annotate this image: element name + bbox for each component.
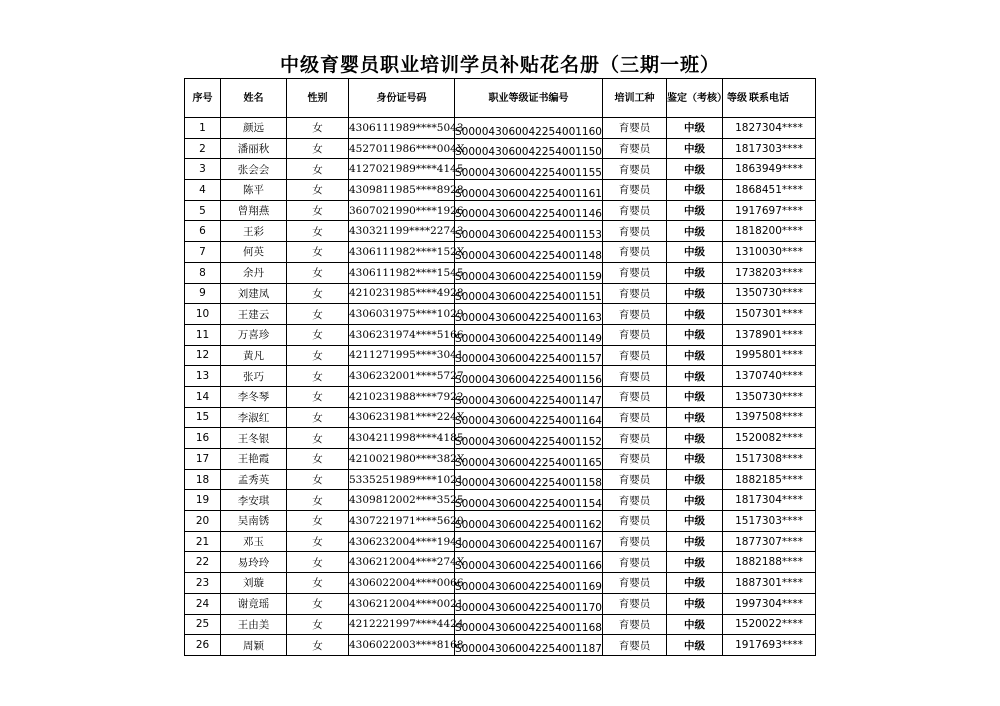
cell-trade: 育婴员 [603, 511, 667, 532]
cell-trade: 育婴员 [603, 159, 667, 180]
table-row [185, 159, 816, 180]
cell-no: 2 [185, 138, 221, 159]
table-row [185, 262, 816, 283]
cell-phone: 1817304**** [723, 490, 816, 511]
cell-level: 中级 [667, 552, 723, 573]
cell-no: 25 [185, 614, 221, 635]
cell-gender: 女 [287, 614, 349, 635]
cell-cert-number: S000043060042254001168 [455, 614, 603, 635]
cell-name: 颜远 [221, 118, 287, 139]
cell-no: 11 [185, 324, 221, 345]
cell-level: 中级 [667, 407, 723, 428]
cell-name: 王艳霞 [221, 449, 287, 470]
cell-level: 中级 [667, 573, 723, 594]
cell-name: 黄凡 [221, 345, 287, 366]
cell-level: 中级 [667, 490, 723, 511]
cell-name: 王由美 [221, 614, 287, 635]
cell-trade: 育婴员 [603, 614, 667, 635]
cell-id-number: 4212221997****4424 [349, 614, 455, 635]
cell-name: 曾翔燕 [221, 200, 287, 221]
cell-trade: 育婴员 [603, 283, 667, 304]
cell-trade: 育婴员 [603, 324, 667, 345]
cell-gender: 女 [287, 511, 349, 532]
cell-cert-number: S000043060042254001151 [455, 283, 603, 304]
cell-cert-number: S000043060042254001156 [455, 366, 603, 387]
cell-phone: 1378901**** [723, 324, 816, 345]
cell-trade: 育婴员 [603, 386, 667, 407]
cell-name: 张会会 [221, 159, 287, 180]
cell-level: 中级 [667, 469, 723, 490]
cell-id-number: 4306232001****5727 [349, 366, 455, 387]
cell-cert-number: S000043060042254001146 [455, 200, 603, 221]
header-cell-no: 序号 [185, 79, 221, 118]
cell-id-number: 4306231981****224X [349, 407, 455, 428]
header-cell-id: 身份证号码 [349, 79, 455, 118]
cell-cert-number: S000043060042254001148 [455, 242, 603, 263]
header-cell-phone: 联系电话 [723, 79, 816, 118]
cell-phone: 1738203**** [723, 262, 816, 283]
cell-gender: 女 [287, 449, 349, 470]
cell-name: 刘璇 [221, 573, 287, 594]
cell-phone: 1877307**** [723, 531, 816, 552]
cell-cert-number: S000043060042254001153 [455, 221, 603, 242]
cell-name: 周颖 [221, 635, 287, 656]
cell-phone: 1917697**** [723, 200, 816, 221]
cell-gender: 女 [287, 283, 349, 304]
cell-phone: 1517308**** [723, 449, 816, 470]
cell-no: 10 [185, 304, 221, 325]
cell-trade: 育婴员 [603, 118, 667, 139]
cell-no: 4 [185, 180, 221, 201]
cell-name: 李淑红 [221, 407, 287, 428]
table-row [185, 573, 816, 594]
cell-id-number: 4309812002****3525 [349, 490, 455, 511]
cell-no: 16 [185, 428, 221, 449]
cell-gender: 女 [287, 531, 349, 552]
table-row [185, 428, 816, 449]
cell-cert-number: S000043060042254001150 [455, 138, 603, 159]
cell-id-number: 4210231985****4928 [349, 283, 455, 304]
cell-phone: 1863949**** [723, 159, 816, 180]
cell-no: 6 [185, 221, 221, 242]
cell-phone: 1818200**** [723, 221, 816, 242]
cell-level: 中级 [667, 449, 723, 470]
table-row [185, 449, 816, 470]
cell-id-number: 4306031975****1029 [349, 304, 455, 325]
cell-gender: 女 [287, 180, 349, 201]
cell-phone: 1350730**** [723, 386, 816, 407]
table-row [185, 180, 816, 201]
cell-no: 21 [185, 531, 221, 552]
cell-trade: 育婴员 [603, 304, 667, 325]
table-row [185, 283, 816, 304]
header-row [185, 79, 816, 118]
cell-name: 吴南锈 [221, 511, 287, 532]
cell-phone: 1995801**** [723, 345, 816, 366]
cell-id-number: 4306111982****1545 [349, 262, 455, 283]
cell-id-number: 4306111989****5043 [349, 118, 455, 139]
cell-trade: 育婴员 [603, 138, 667, 159]
cell-level: 中级 [667, 593, 723, 614]
cell-trade: 育婴员 [603, 490, 667, 511]
page-title: 中级育婴员职业培训学员补贴花名册（三期一班） [279, 54, 720, 76]
cell-level: 中级 [667, 428, 723, 449]
cell-gender: 女 [287, 345, 349, 366]
table-row [185, 552, 816, 573]
cell-trade: 育婴员 [603, 469, 667, 490]
cell-level: 中级 [667, 262, 723, 283]
cell-cert-number: S000043060042254001162 [455, 511, 603, 532]
cell-name: 潘丽秋 [221, 138, 287, 159]
cell-trade: 育婴员 [603, 635, 667, 656]
cell-no: 22 [185, 552, 221, 573]
cell-phone: 1882188**** [723, 552, 816, 573]
cell-phone: 1827304**** [723, 118, 816, 139]
cell-level: 中级 [667, 635, 723, 656]
cell-level: 中级 [667, 614, 723, 635]
table-row [185, 138, 816, 159]
cell-phone: 1397508**** [723, 407, 816, 428]
cell-no: 8 [185, 262, 221, 283]
cell-level: 中级 [667, 200, 723, 221]
cell-cert-number: S000043060042254001161 [455, 180, 603, 201]
cell-trade: 育婴员 [603, 593, 667, 614]
header-cell-level: 鉴定（考核）等级 [667, 79, 723, 118]
cell-level: 中级 [667, 283, 723, 304]
cell-level: 中级 [667, 118, 723, 139]
cell-gender: 女 [287, 407, 349, 428]
cell-no: 24 [185, 593, 221, 614]
cell-id-number: 4306111982****152X [349, 242, 455, 263]
cell-phone: 1350730**** [723, 283, 816, 304]
cell-no: 19 [185, 490, 221, 511]
cell-trade: 育婴员 [603, 428, 667, 449]
cell-no: 1 [185, 118, 221, 139]
cell-phone: 1520022**** [723, 614, 816, 635]
table-row [185, 490, 816, 511]
cell-trade: 育婴员 [603, 345, 667, 366]
header-cell-cert: 职业等级证书编号 [455, 79, 603, 118]
cell-id-number: 4210021980****382X [349, 449, 455, 470]
cell-level: 中级 [667, 138, 723, 159]
cell-gender: 女 [287, 593, 349, 614]
cell-phone: 1817303**** [723, 138, 816, 159]
cell-id-number: 4211271995****3041 [349, 345, 455, 366]
cell-gender: 女 [287, 304, 349, 325]
cell-no: 18 [185, 469, 221, 490]
cell-no: 7 [185, 242, 221, 263]
header-cell-trade: 培训工种 [603, 79, 667, 118]
cell-phone: 1882185**** [723, 469, 816, 490]
table-row [185, 531, 816, 552]
cell-trade: 育婴员 [603, 449, 667, 470]
cell-level: 中级 [667, 180, 723, 201]
cell-cert-number: S000043060042254001149 [455, 324, 603, 345]
cell-trade: 育婴员 [603, 262, 667, 283]
table-row [185, 511, 816, 532]
cell-name: 王建云 [221, 304, 287, 325]
cell-gender: 女 [287, 221, 349, 242]
cell-no: 13 [185, 366, 221, 387]
cell-id-number: 4307221971****5620 [349, 511, 455, 532]
cell-trade: 育婴员 [603, 221, 667, 242]
cell-name: 万喜珍 [221, 324, 287, 345]
cell-cert-number: S000043060042254001160 [455, 118, 603, 139]
cell-phone: 1997304**** [723, 593, 816, 614]
cell-phone: 1868451**** [723, 180, 816, 201]
cell-phone: 1370740**** [723, 366, 816, 387]
cell-name: 易玲玲 [221, 552, 287, 573]
cell-gender: 女 [287, 200, 349, 221]
cell-id-number: 4306232004****1941 [349, 531, 455, 552]
table-row [185, 200, 816, 221]
roster-body [185, 118, 816, 656]
table-row [185, 345, 816, 366]
cell-cert-number: S000043060042254001170 [455, 593, 603, 614]
table-row [185, 366, 816, 387]
cell-gender: 女 [287, 469, 349, 490]
cell-cert-number: S000043060042254001163 [455, 304, 603, 325]
cell-name: 何英 [221, 242, 287, 263]
cell-id-number: 4306231974****5166 [349, 324, 455, 345]
cell-cert-number: S000043060042254001158 [455, 469, 603, 490]
cell-gender: 女 [287, 159, 349, 180]
cell-level: 中级 [667, 366, 723, 387]
cell-phone: 1517303**** [723, 511, 816, 532]
cell-cert-number: S000043060042254001165 [455, 449, 603, 470]
cell-gender: 女 [287, 138, 349, 159]
cell-level: 中级 [667, 531, 723, 552]
cell-no: 23 [185, 573, 221, 594]
cell-name: 李安琪 [221, 490, 287, 511]
cell-cert-number: S000043060042254001155 [455, 159, 603, 180]
table-row [185, 635, 816, 656]
cell-level: 中级 [667, 386, 723, 407]
cell-level: 中级 [667, 324, 723, 345]
table-row [185, 118, 816, 139]
cell-gender: 女 [287, 324, 349, 345]
cell-trade: 育婴员 [603, 200, 667, 221]
cell-cert-number: S000043060042254001154 [455, 490, 603, 511]
cell-phone: 1887301**** [723, 573, 816, 594]
cell-cert-number: S000043060042254001167 [455, 531, 603, 552]
cell-no: 14 [185, 386, 221, 407]
cell-name: 孟秀英 [221, 469, 287, 490]
cell-name: 余丹 [221, 262, 287, 283]
cell-no: 5 [185, 200, 221, 221]
cell-id-number: 4306212004****274X [349, 552, 455, 573]
table-row [185, 469, 816, 490]
table-row [185, 324, 816, 345]
cell-name: 王彩 [221, 221, 287, 242]
cell-id-number: 4304211998****4185 [349, 428, 455, 449]
cell-phone: 1310030**** [723, 242, 816, 263]
cell-trade: 育婴员 [603, 180, 667, 201]
cell-cert-number: S000043060042254001166 [455, 552, 603, 573]
cell-gender: 女 [287, 262, 349, 283]
header-cell-gender: 性别 [287, 79, 349, 118]
cell-gender: 女 [287, 635, 349, 656]
cell-gender: 女 [287, 366, 349, 387]
cell-trade: 育婴员 [603, 366, 667, 387]
cell-trade: 育婴员 [603, 531, 667, 552]
cell-gender: 女 [287, 242, 349, 263]
cell-phone: 1507301**** [723, 304, 816, 325]
cell-id-number: 4527011986****004X [349, 138, 455, 159]
cell-cert-number: S000043060042254001152 [455, 428, 603, 449]
cell-gender: 女 [287, 490, 349, 511]
cell-no: 3 [185, 159, 221, 180]
cell-level: 中级 [667, 511, 723, 532]
cell-name: 谢竟瑶 [221, 593, 287, 614]
cell-name: 陈平 [221, 180, 287, 201]
cell-cert-number: S000043060042254001157 [455, 345, 603, 366]
cell-no: 9 [185, 283, 221, 304]
cell-id-number: 3607021990****1926 [349, 200, 455, 221]
cell-id-number: 4309811985****8928 [349, 180, 455, 201]
cell-id-number: 4306022003****8168 [349, 635, 455, 656]
cell-name: 邓玉 [221, 531, 287, 552]
cell-id-number: 4306022004****0066 [349, 573, 455, 594]
cell-cert-number: S000043060042254001147 [455, 386, 603, 407]
cell-level: 中级 [667, 159, 723, 180]
cell-no: 17 [185, 449, 221, 470]
cell-level: 中级 [667, 221, 723, 242]
cell-level: 中级 [667, 242, 723, 263]
table-row [185, 242, 816, 263]
cell-name: 李冬琴 [221, 386, 287, 407]
cell-id-number: 4127021989****4145 [349, 159, 455, 180]
cell-cert-number: S000043060042254001164 [455, 407, 603, 428]
table-row [185, 593, 816, 614]
cell-no: 15 [185, 407, 221, 428]
cell-gender: 女 [287, 118, 349, 139]
cell-no: 26 [185, 635, 221, 656]
cell-trade: 育婴员 [603, 407, 667, 428]
cell-gender: 女 [287, 552, 349, 573]
cell-cert-number: S000043060042254001159 [455, 262, 603, 283]
cell-gender: 女 [287, 386, 349, 407]
cell-trade: 育婴员 [603, 552, 667, 573]
cell-id-number: 4306212004****0021 [349, 593, 455, 614]
cell-cert-number: S000043060042254001187 [455, 635, 603, 656]
cell-name: 王冬银 [221, 428, 287, 449]
cell-no: 20 [185, 511, 221, 532]
header-cell-name: 姓名 [221, 79, 287, 118]
roster-table [184, 78, 816, 656]
cell-trade: 育婴员 [603, 242, 667, 263]
cell-name: 刘建凤 [221, 283, 287, 304]
cell-phone: 1917693**** [723, 635, 816, 656]
cell-no: 12 [185, 345, 221, 366]
table-row [185, 221, 816, 242]
cell-id-number: 4210231988****7922 [349, 386, 455, 407]
table-row [185, 304, 816, 325]
cell-level: 中级 [667, 304, 723, 325]
cell-level: 中级 [667, 345, 723, 366]
cell-id-number: 430321199****22743 [349, 221, 455, 242]
cell-gender: 女 [287, 428, 349, 449]
table-row [185, 407, 816, 428]
cell-gender: 女 [287, 573, 349, 594]
table-row [185, 386, 816, 407]
cell-id-number: 5335251989****1021 [349, 469, 455, 490]
cell-name: 张巧 [221, 366, 287, 387]
cell-trade: 育婴员 [603, 573, 667, 594]
cell-phone: 1520082**** [723, 428, 816, 449]
table-row [185, 614, 816, 635]
cell-cert-number: S000043060042254001169 [455, 573, 603, 594]
